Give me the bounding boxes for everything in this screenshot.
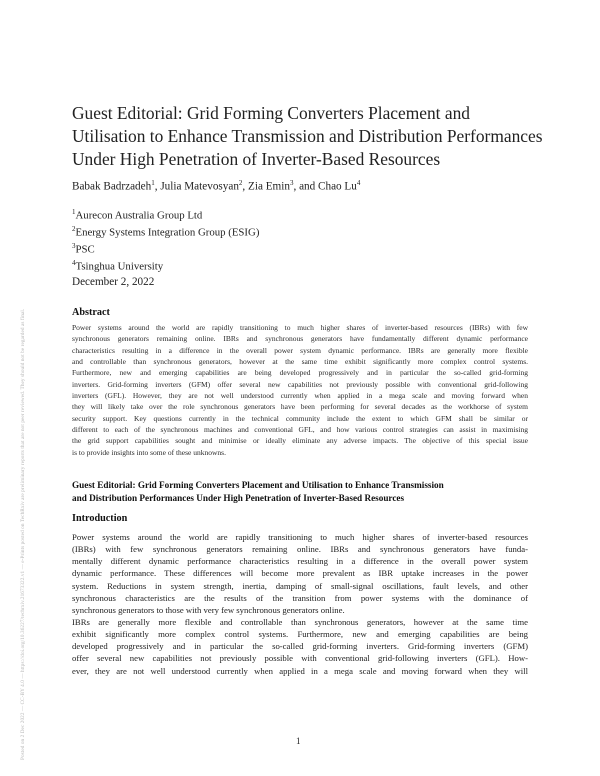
author-list — [72, 179, 542, 193]
abstract-line: characteristics resulting in a difference in the overall power system dynamic performance. IBRs are generally more flexible — [72, 345, 528, 355]
title-line: Utilisation to Enhance Transmission and Distribution Performances — [72, 126, 543, 146]
affiliation-name: PSC — [75, 243, 95, 256]
paragraph-line: synchronous generators to those with very few synchronous generators online. — [72, 604, 345, 615]
author-separator: , and — [293, 180, 319, 193]
affiliation-item — [72, 257, 259, 274]
paragraph-line: system. Reductions in system strength, inertia, damping of small-signal oscillations, fault levels, and other — [72, 580, 528, 591]
author-affiliation-mark: 4 — [356, 179, 361, 187]
author-name: Babak Badrzadeh — [72, 180, 152, 193]
author-name: Zia Emin — [248, 180, 290, 193]
abstract-line: is to provide insights into some of these unknowns. — [72, 447, 226, 457]
abstract-heading: Abstract — [72, 307, 110, 318]
author-name: Chao Lu — [318, 180, 357, 193]
introduction-heading: Introduction — [72, 513, 128, 524]
affiliation-mark: 4 — [72, 258, 76, 267]
abstract-line: inverters. Grid-forming inverters (GFM) offer several new capabilities not previously possible with conventional grid-following — [72, 379, 528, 389]
paragraph-line: dynamic performance. These differences will become more prevalent as IBR uptake increases in the power — [72, 568, 528, 579]
affiliation-name: Energy Systems Integration Group (ESIG) — [75, 226, 260, 239]
paragraph-line: mentally different dynamic performance characteristics resulting in a difference in the overall power system — [72, 556, 528, 567]
section-title-line: and Distribution Performances Under High Penetration of Inverter-Based Resources — [72, 492, 405, 503]
section-title-line: Guest Editorial: Grid Forming Converters Placement and Utilisation to Enhance Transmission — [72, 480, 444, 490]
paragraph-line: ever, they are not well understood currently when applied in a mega scale and moving forward when they will — [72, 665, 528, 676]
intro-paragraph-2 — [72, 616, 528, 677]
author-affiliation-mark: 2 — [238, 179, 243, 187]
abstract-line: Power systems around the world are rapidly transitioning to much higher shares of inverter-based resources (IBRs) with few — [72, 323, 528, 332]
abstract-line: security support. Key questions currently in the technical community include the extent to which GFM shall be similar or — [72, 413, 528, 423]
title-line: Guest Editorial: Grid Forming Converters Placement and — [72, 103, 470, 123]
title-line: Under High Penetration of Inverter-Based Resources — [72, 149, 441, 169]
publication-date: December 2, 2022 — [72, 276, 155, 288]
paragraph-line: exhibit significantly more complex control systems. Furthermore, new and emerging capabilities are being — [72, 629, 528, 640]
abstract-line: the grid support capabilities sought and minimise or ideally eliminate any adverse impacts. The objective of this special issue — [72, 436, 528, 446]
author-affiliation-mark: 1 — [151, 179, 155, 187]
abstract-line: synchronous generators remaining online. IBRs and synchronous generators have fundamentally different dynamic performance — [72, 334, 528, 344]
author-separator: , — [154, 180, 161, 193]
affiliation-item — [72, 223, 259, 240]
author-separator: , — [242, 180, 249, 193]
section-title — [72, 479, 528, 504]
abstract-body — [72, 322, 528, 458]
paragraph-line: offer several new capabilities not previously possible with conventional grid-following inverters (GFL). How- — [72, 653, 528, 664]
affiliation-name: Aurecon Australia Group Ltd — [75, 209, 203, 222]
abstract-line: different to each of the synchronous machines and conventional GFL, and how various control strategies can assist in maximising — [72, 425, 528, 435]
page-number: 1 — [296, 736, 301, 746]
abstract-line: Furthermore, new and emerging capabilities are being developed progressively and in particular the so-called grid-forming — [72, 368, 528, 378]
paragraph-line: (IBRs) with few synchronous generators remaining online. IBRs and synchronous generators have funda- — [72, 544, 528, 555]
abstract-line: and controllable than synchronous generators, however at the same time exhibit significantly more complex control systems. — [72, 357, 528, 367]
abstract-line: inverters (GFL). However, they are not well understood currently when applied in a mega scale and moving forward when — [72, 391, 528, 401]
abstract-line: they will likely take over the role synchronous generators have been performing for several decades as the workhorse of system — [72, 402, 528, 412]
affiliation-mark: 3 — [72, 241, 76, 250]
paper-title — [72, 102, 542, 171]
author-name: Julia Matevosyan — [160, 180, 239, 193]
affiliation-name: Tsinghua University — [75, 260, 164, 273]
affiliation-item — [72, 206, 259, 223]
author-affiliation-mark: 3 — [289, 179, 294, 187]
intro-paragraph-1 — [72, 531, 528, 616]
paragraph-line: IBRs are generally more flexible and controllable than synchronous generators, however at the same time — [72, 617, 528, 627]
paragraph-line: Power systems around the world are rapidly transitioning to much higher shares of inverter-based resources — [72, 532, 528, 542]
affiliation-mark: 1 — [72, 208, 76, 216]
paragraph-line: developed progressively and in particular the so-called grid-forming inverters. Grid-forming inverters (GFM) — [72, 641, 528, 652]
paragraph-line: synchronous characteristics are the results of the transition from power systems with the dominance of — [72, 592, 528, 603]
affiliation-mark: 2 — [72, 224, 76, 233]
affiliation-item — [72, 240, 259, 257]
affiliation-list — [72, 206, 259, 274]
repository-side-stamp: Posted on 2 Dec 2022 — CC-BY 4.0 — https://doi.org/10.36227/techrxiv.21673322.v1 — e-Prints posted on TechRxiv are preliminary reports that are not peer reviewed. They should not be regarded as final. — [20, 308, 26, 760]
